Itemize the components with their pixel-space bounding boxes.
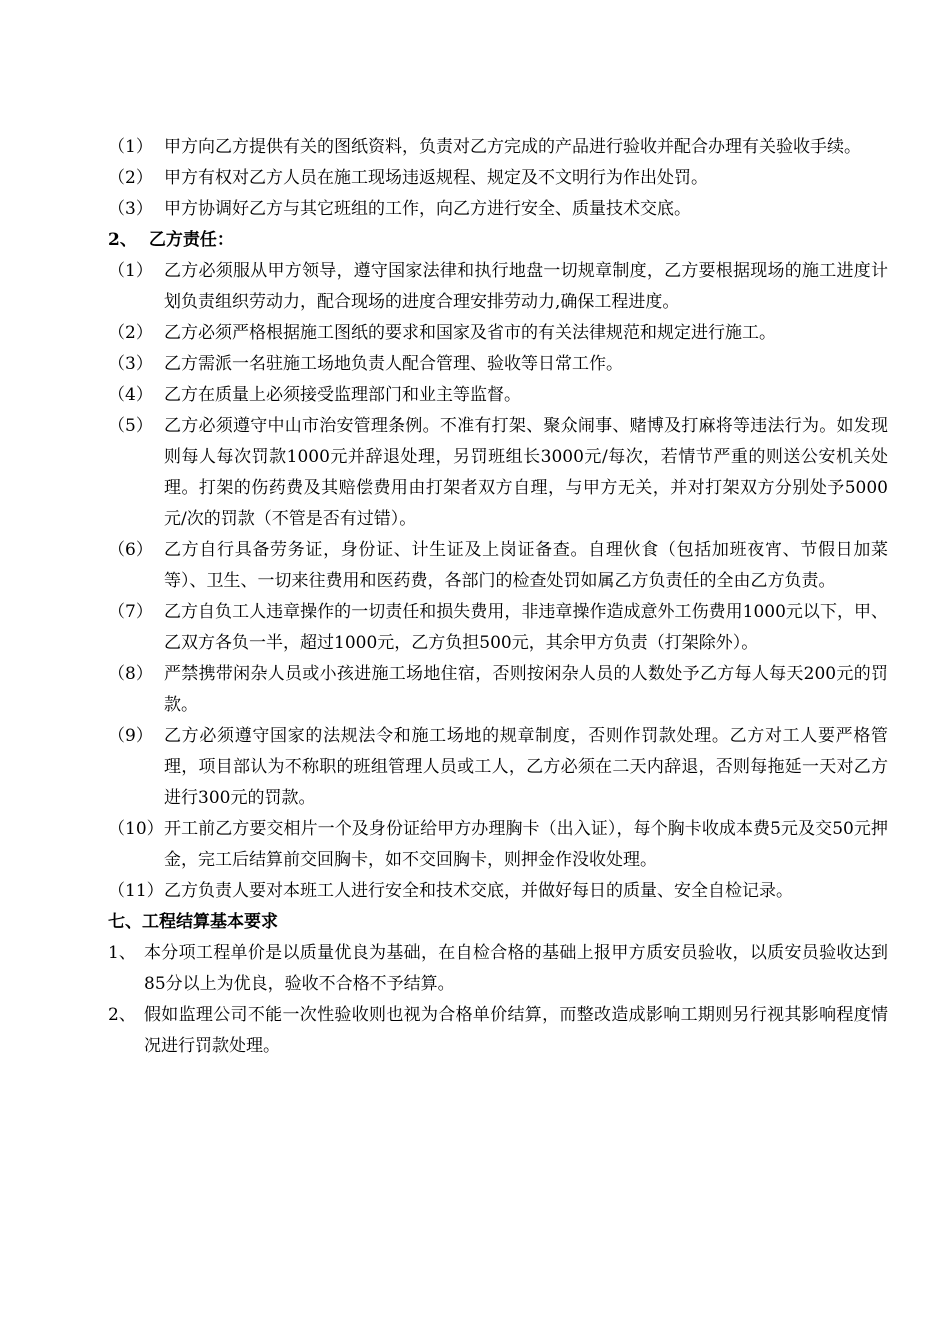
item-text: 乙方必须遵守中山市治安管理条例。不准有打架、聚众闹事、赌博及打麻将等违法行为。如发现则每人每次罚款1000元并辞退处理，另罚班组长3000元/每次，若情节严重的则送公安机关处理。打架的伤药费及其赔偿费用由打架者双方自理，与甲方无关，并对打架双方分别处予5000元/次的罚款（不管是否有过错）。	[164, 416, 888, 529]
party-b-item-9	[108, 721, 888, 814]
item-text: 乙方自负工人违章操作的一切责任和损失费用，非违章操作造成意外工伤费用1000元以下，甲、乙双方各负一半，超过1000元，乙方负担500元，其余甲方负责（打架除外）。	[164, 602, 888, 653]
heading-title: 七、工程结算基本要求	[108, 912, 278, 932]
party-a-item-3	[108, 194, 888, 225]
party-b-item-3	[108, 349, 888, 380]
item-number: （1）	[108, 137, 153, 157]
item-text: 乙方必须服从甲方领导，遵守国家法律和执行地盘一切规章制度，乙方要根据现场的施工进度计划负责组织劳动力，配合现场的进度合理安排劳动力,确保工程进度。	[164, 261, 888, 312]
item-number: （7）	[108, 602, 153, 622]
heading-number: 2、	[108, 230, 137, 250]
item-number: （3）	[108, 354, 153, 374]
item-text: 甲方向乙方提供有关的图纸资料，负责对乙方完成的产品进行验收并配合办理有关验收手续。	[164, 137, 861, 157]
party-b-item-7	[108, 597, 888, 659]
item-text: 乙方需派一名驻施工场地负责人配合管理、验收等日常工作。	[164, 354, 623, 374]
item-text: 乙方负责人要对本班工人进行安全和技术交底，并做好每日的质量、安全自检记录。	[164, 881, 793, 901]
party-b-item-10	[108, 814, 888, 876]
item-number: 1、	[108, 943, 136, 963]
document-body	[108, 132, 888, 1062]
item-number: （2）	[108, 168, 153, 188]
item-text: 乙方必须遵守国家的法规法令和施工场地的规章制度，否则作罚款处理。乙方对工人要严格管理，项目部认为不称职的班组管理人员或工人，乙方必须在二天内辞退，否则每拖延一天对乙方进行300元的罚款。	[164, 726, 888, 808]
settlement-item-1	[108, 938, 888, 1000]
party-b-item-6	[108, 535, 888, 597]
party-a-item-2	[108, 163, 888, 194]
settlement-item-2	[108, 1000, 888, 1062]
item-text: 乙方自行具备劳务证，身份证、计生证及上岗证备查。自理伙食（包括加班夜宵、节假日加菜等）、卫生、一切来往费用和医药费，各部门的检查处罚如属乙方负责任的全由乙方负责。	[164, 540, 888, 591]
party-a-item-1	[108, 132, 888, 163]
item-number: （6）	[108, 540, 153, 560]
item-number: 2、	[108, 1005, 136, 1025]
item-text: 甲方有权对乙方人员在施工现场违返规程、规定及不文明行为作出处罚。	[164, 168, 708, 188]
item-number: （5）	[108, 416, 153, 436]
settlement-heading	[108, 907, 888, 938]
item-number: （11）	[108, 881, 164, 901]
party-b-item-5	[108, 411, 888, 535]
party-b-item-11	[108, 876, 888, 907]
item-text: 乙方在质量上必须接受监理部门和业主等监督。	[164, 385, 521, 405]
party-b-item-8	[108, 659, 888, 721]
item-text: 本分项工程单价是以质量优良为基础，在自检合格的基础上报甲方质安员验收，以质安员验收达到85分以上为优良，验收不合格不予结算。	[144, 943, 888, 994]
item-number: （4）	[108, 385, 153, 405]
item-number: （8）	[108, 664, 153, 684]
item-number: （10）	[108, 819, 164, 839]
item-text: 假如监理公司不能一次性验收则也视为合格单价结算，而整改造成影响工期则另行视其影响程度情况进行罚款处理。	[144, 1005, 888, 1056]
heading-title: 乙方责任：	[148, 230, 234, 250]
item-number: （2）	[108, 323, 153, 343]
item-number: （3）	[108, 199, 153, 219]
party-b-item-4	[108, 380, 888, 411]
item-text: 乙方必须严格根据施工图纸的要求和国家及省市的有关法律规范和规定进行施工。	[164, 323, 776, 343]
item-text: 开工前乙方要交相片一个及身份证给甲方办理胸卡（出入证），每个胸卡收成本费5元及交50元押金，完工后结算前交回胸卡，如不交回胸卡，则押金作没收处理。	[164, 819, 888, 870]
party-b-item-1	[108, 256, 888, 318]
item-text: 严禁携带闲杂人员或小孩进施工场地住宿，否则按闲杂人员的人数处予乙方每人每天200元的罚款。	[164, 664, 888, 715]
item-number: （1）	[108, 261, 153, 281]
item-text: 甲方协调好乙方与其它班组的工作，向乙方进行安全、质量技术交底。	[164, 199, 691, 219]
party-b-heading	[108, 225, 888, 256]
item-number: （9）	[108, 726, 153, 746]
party-b-item-2	[108, 318, 888, 349]
